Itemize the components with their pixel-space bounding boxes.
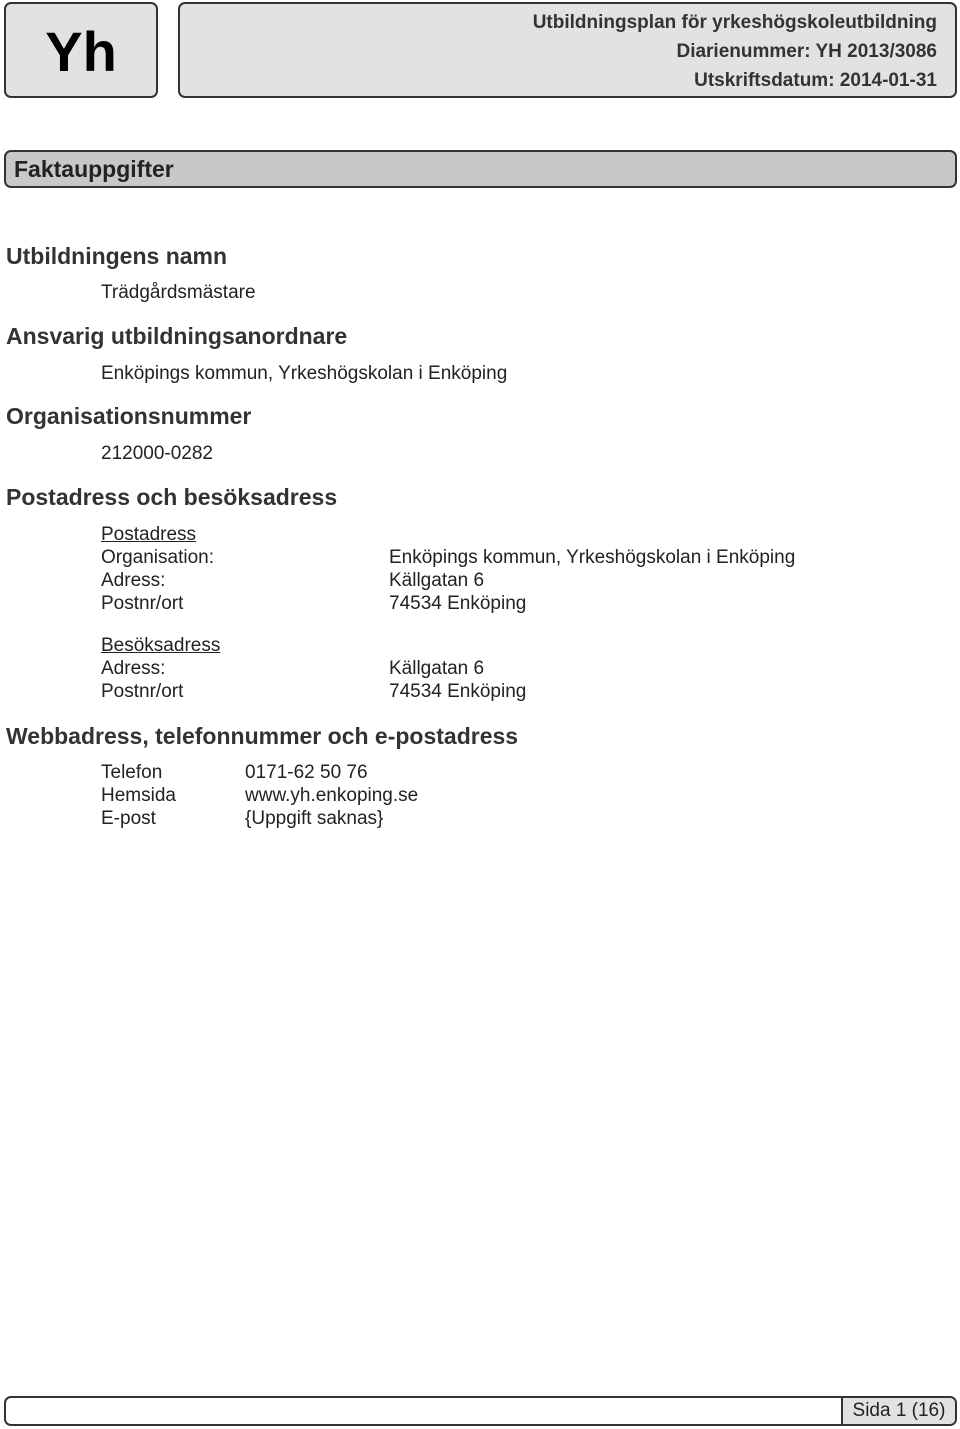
phone-value: 0171-62 50 76: [245, 762, 368, 783]
document-title: Utbildningsplan för yrkeshögskoleutbildning: [532, 12, 937, 33]
diarienummer: Diarienummer: YH 2013/3086: [676, 41, 937, 62]
page-number: Sida 1 (16): [841, 1398, 955, 1424]
utskriftsdatum: Utskriftsdatum: 2014-01-31: [694, 70, 937, 91]
ansvarig-value: Enköpings kommun, Yrkeshögskolan i Enköping: [101, 363, 508, 384]
kontakt-heading: Webbadress, telefonnummer och e-postadress: [6, 723, 519, 749]
address-value: Enköpings kommun, Yrkeshögskolan i Enköping: [389, 547, 796, 568]
address-label: Postnr/ort: [101, 681, 184, 702]
address-row: [101, 546, 795, 569]
ansvarig-heading: Ansvarig utbildningsanordnare: [6, 323, 348, 349]
postadress-group: [101, 523, 795, 615]
address-row: [101, 657, 526, 680]
besoksadress-group: [101, 634, 526, 703]
adresser-heading: Postadress och besöksadress: [6, 484, 338, 510]
section-bar: [4, 150, 957, 188]
logo-text: Yh: [45, 20, 117, 83]
organisationsnummer-heading: Organisationsnummer: [6, 403, 252, 429]
contact-row: [101, 784, 418, 807]
contact-label: E-post: [101, 808, 156, 829]
utbildningens-namn-value: Trädgårdsmästare: [101, 282, 256, 303]
address-row: [101, 592, 795, 615]
email-value: {Uppgift saknas}: [245, 808, 384, 829]
contact-row: [101, 807, 418, 830]
address-value: Källgatan 6: [389, 570, 485, 591]
website-value: www.yh.enkoping.se: [245, 785, 419, 806]
page-footer: [4, 1396, 957, 1426]
kontakt-group: [101, 761, 418, 830]
section-title: Faktauppgifter: [14, 155, 174, 182]
address-label: Organisation:: [101, 547, 215, 568]
organisationsnummer-value: 212000-0282: [101, 443, 213, 464]
address-value: 74534 Enköping: [389, 681, 527, 702]
contact-row: [101, 761, 418, 784]
address-label: Postnr/ort: [101, 593, 184, 614]
document-header: [178, 2, 957, 98]
besoksadress-title: Besöksadress: [101, 635, 221, 656]
yh-logo: [4, 2, 158, 98]
address-value: Källgatan 6: [389, 658, 485, 679]
address-value: 74534 Enköping: [389, 593, 527, 614]
address-row: [101, 569, 795, 592]
utbildningens-namn-heading: Utbildningens namn: [6, 243, 228, 269]
address-row: [101, 680, 526, 703]
contact-label: Telefon: [101, 762, 163, 783]
postadress-title: Postadress: [101, 524, 197, 545]
contact-label: Hemsida: [101, 785, 176, 806]
address-label: Adress:: [101, 658, 166, 679]
address-label: Adress:: [101, 570, 166, 591]
